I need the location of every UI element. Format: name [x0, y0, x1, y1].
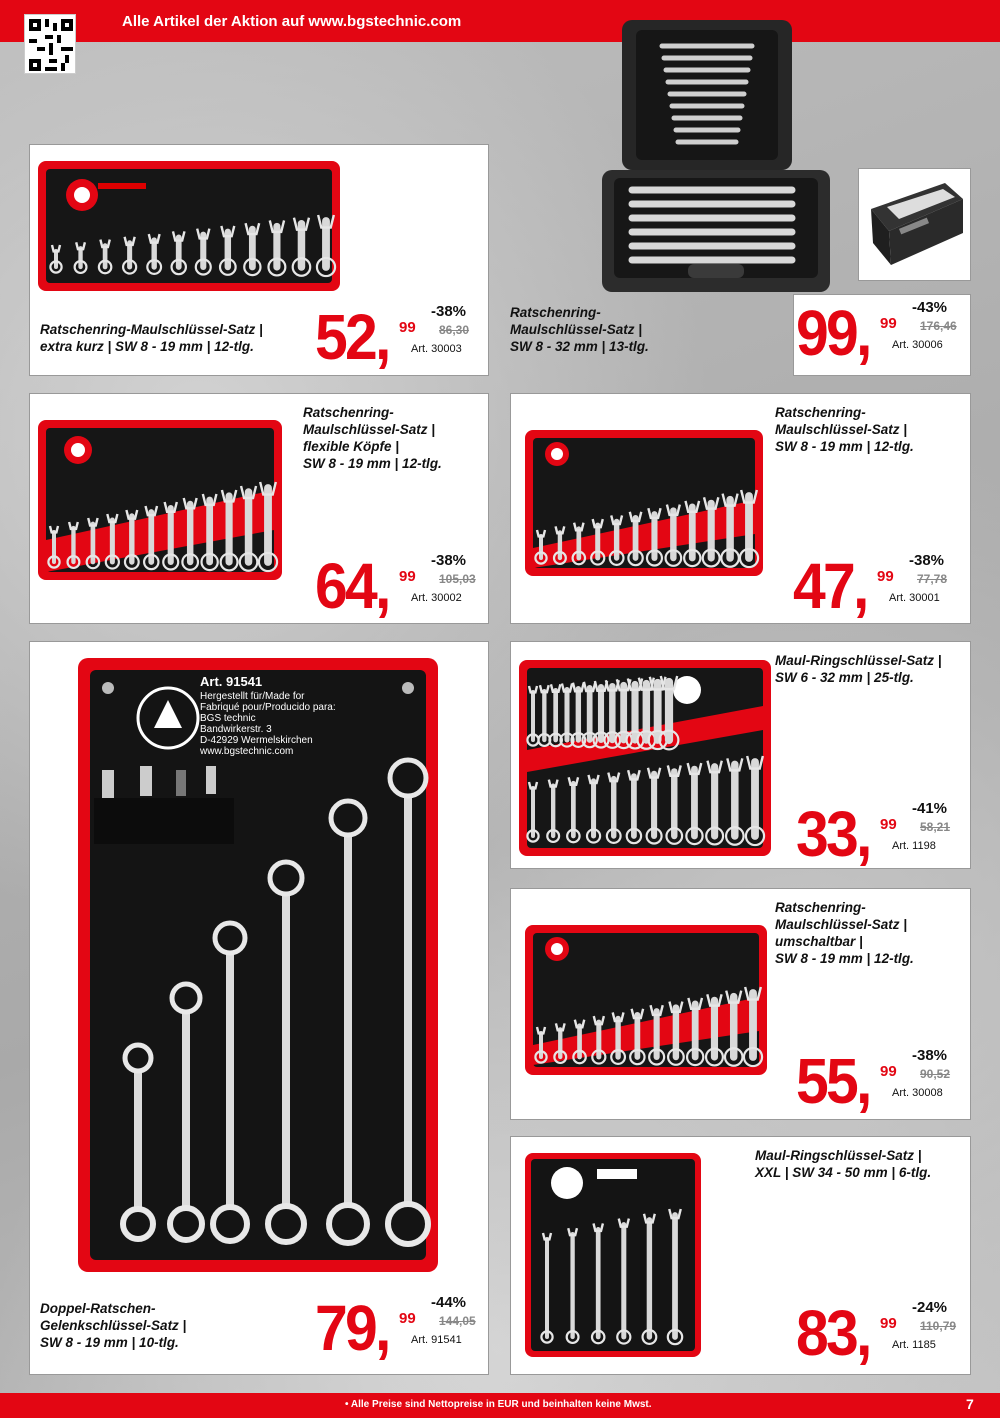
price-cents: 99 — [399, 319, 416, 336]
tool-case-image[interactable] — [592, 12, 832, 294]
price-block — [315, 301, 495, 375]
price-cents: 99 — [880, 315, 897, 332]
old-price: 86,30 — [439, 323, 470, 337]
product-card-30008[interactable] — [510, 888, 971, 1120]
wrench-pouch-image — [525, 430, 763, 576]
product-title: Ratschenring- Maulschlüssel-Satz | SW 8 - 32 mm | 13-tlg. — [510, 305, 649, 354]
page-number: 7 — [966, 1396, 974, 1412]
price-main: 33, — [796, 798, 870, 870]
old-price: 77,78 — [917, 572, 948, 586]
discount-badge: -38% — [431, 552, 467, 569]
pouch-fabrique: Fabriqué pour/Producido para: — [200, 702, 336, 713]
article-number: Art. 30002 — [411, 592, 462, 604]
old-price: 110,79 — [920, 1319, 957, 1333]
product-card-30003[interactable] — [29, 144, 489, 376]
price-cents: 99 — [877, 568, 894, 585]
price-cents: 99 — [880, 816, 897, 833]
old-price: 105,03 — [439, 572, 476, 586]
product-card-30001[interactable] — [510, 393, 971, 624]
price-block — [796, 798, 976, 872]
product-title: Doppel-Ratschen- Gelenkschlüssel-Satz | SW 8 - 19 mm | 10-tlg. — [40, 1301, 187, 1350]
discount-badge: -41% — [912, 800, 948, 817]
wrench-pouch-image — [519, 660, 771, 856]
pouch-made-for: Hergestellt für/Made for — [200, 691, 305, 702]
price-main: 99, — [796, 297, 870, 369]
price-block — [796, 1045, 976, 1119]
pouch-web: www.bgstechnic.com — [200, 746, 294, 757]
discount-badge: -38% — [909, 552, 945, 569]
wrench-pouch-image — [525, 925, 767, 1075]
price-main: 64, — [315, 550, 389, 622]
price-block — [796, 297, 976, 371]
old-price: 58,21 — [920, 820, 951, 834]
article-number: Art. 30008 — [892, 1087, 943, 1099]
old-price: 144,05 — [439, 1314, 476, 1328]
qr-code-icon[interactable] — [24, 14, 76, 74]
product-title: Maul-Ringschlüssel-Satz | SW 6 - 32 mm | 25-tlg. — [775, 653, 942, 685]
product-card-91541[interactable] — [29, 641, 489, 1375]
product-card-30002[interactable] — [29, 393, 489, 624]
discount-badge: -38% — [912, 1047, 948, 1064]
old-price: 176,46 — [920, 319, 957, 333]
price-cents: 99 — [399, 568, 416, 585]
product-title: Ratschenring- Maulschlüssel-Satz | umschaltbar | SW 8 - 19 mm | 12-tlg. — [775, 900, 914, 966]
article-number: Art. 91541 — [411, 1334, 462, 1346]
price-cents: 99 — [399, 1310, 416, 1327]
pouch-company: BGS technic — [200, 713, 256, 724]
price-cents: 99 — [880, 1315, 897, 1332]
price-main: 47, — [793, 550, 867, 622]
discount-badge: -44% — [431, 1294, 467, 1311]
pouch-city: D-42929 Wermelskirchen — [200, 735, 313, 746]
article-number: Art. 30006 — [892, 339, 943, 351]
price-block — [315, 550, 495, 624]
discount-badge: -38% — [431, 303, 467, 320]
product-title: Maul-Ringschlüssel-Satz | XXL | SW 34 - 50 mm | 6-tlg. — [755, 1148, 932, 1180]
discount-badge: -43% — [912, 299, 948, 316]
pouch-art: Art. 91541 — [200, 674, 263, 689]
header-headline[interactable]: Alle Artikel der Aktion auf www.bgstechnic.com — [122, 13, 462, 30]
price-block — [796, 1297, 976, 1371]
product-title: Ratschenring- Maulschlüssel-Satz | flexible Köpfe | SW 8 - 19 mm | 12-tlg. — [303, 405, 442, 471]
footer-note: • Alle Preise sind Nettopreise in EUR und beinhalten keine Mwst. — [345, 1399, 652, 1410]
product-title: Ratschenring-Maulschlüssel-Satz | extra kurz | SW 8 - 19 mm | 12-tlg. — [40, 322, 263, 354]
discount-badge: -24% — [912, 1299, 948, 1316]
price-cents: 99 — [880, 1063, 897, 1080]
product-card-1185[interactable] — [510, 1136, 971, 1375]
pouch-street: Bandwirkerstr. 3 — [200, 724, 272, 735]
product-card-1198[interactable] — [510, 641, 971, 869]
wrench-pouch-image — [38, 420, 282, 580]
price-main: 55, — [796, 1045, 870, 1117]
article-number: Art. 1198 — [892, 840, 936, 852]
price-block — [315, 1292, 495, 1366]
header-bar — [0, 0, 1000, 42]
product-card-30006[interactable] — [793, 294, 971, 376]
price-main: 83, — [796, 1297, 870, 1369]
price-main: 79, — [315, 1292, 389, 1364]
footer-bar — [0, 1393, 1000, 1418]
price-main: 52, — [315, 301, 389, 373]
pouch-print — [200, 676, 336, 757]
product-title: Ratschenring- Maulschlüssel-Satz | SW 8 - 19 mm | 12-tlg. — [775, 405, 914, 454]
case-thumbnail[interactable] — [858, 168, 971, 281]
article-number: Art. 30003 — [411, 343, 462, 355]
price-block — [793, 550, 973, 624]
wrench-pouch-image — [525, 1153, 701, 1357]
wrench-pouch-image — [38, 161, 340, 291]
article-number: Art. 30001 — [889, 592, 940, 604]
article-number: Art. 1185 — [892, 1339, 936, 1351]
old-price: 90,52 — [920, 1067, 951, 1081]
